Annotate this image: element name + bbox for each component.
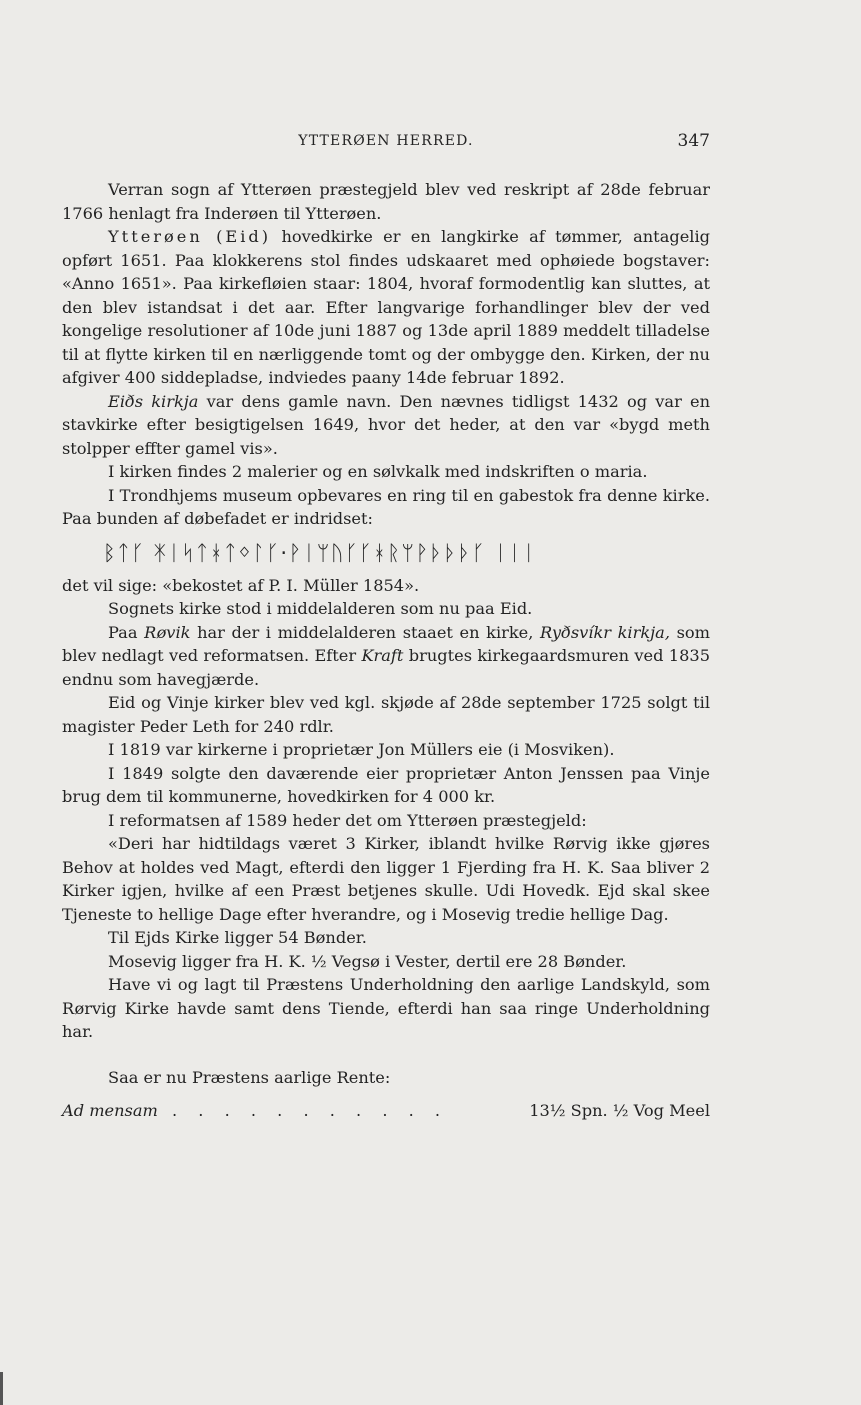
- page-number: 347: [677, 131, 710, 151]
- page-header: [62, 133, 710, 155]
- paragraph-eids-kirkja: Eiðs kirkja var dens gamle navn. Den nævnes tidligst 1432 og var en stavkirke efter besigtigelsen 1649, hvor det heder, at den var «bygd meth stolpper effter gamel vis».: [62, 391, 710, 458]
- paragraph-rente: Saa er nu Præstens aarlige Rente:: [108, 1067, 391, 1087]
- old-name: Ryðsvíkr kirkja,: [540, 622, 670, 642]
- paragraph-underholdning: Have vi og lagt til Præstens Underholdning den aarlige Landskyld, som Rørvig Kirke havde samt dens Tiende, efterdi han saa ringe Underholdning har.: [62, 975, 710, 1041]
- page-body: [62, 178, 710, 1123]
- running-title: YTTERØEN HERRED.: [298, 133, 474, 149]
- paragraph-malerier: I kirken findes 2 malerier og en sølvkalk med indskriften o maria.: [108, 462, 648, 481]
- place-name: Røvik: [144, 622, 191, 642]
- paragraph-hovedkirke: Ytterøen (Eid) hovedkirke er en langkirke af tømmer, antagelig opført 1651. Paa klokkerens stol findes udskaaret med ophøiede bogstaver: «Anno 1651». Paa kirkefløien staar: 1804, hvoraf formodentlig kan sluttes, at den blev istandsat i det aar. Efter langvarige forhandlinger blev der ved kongelige resolutioner af 10de juni 1887 og 13de april 1889 meddelt tilladelse til at flytte kirken til en nærliggende tomt og der ombygge den. Kirken, der nu afgiver 400 siddepladse, indviedes paany 14de februar 1892.: [62, 227, 711, 387]
- paragraph-quote: «Deri har hidtildags været 3 Kirker, iblandt hvilke Rørvig ikke gjøres Behov at holdes ved Magt, efterdi den ligger 1 Fjerding fra H. K. Saa bliver 2 Kirker igjen, hvilke af een Præst betjenes skulle. Udi Hovedk. Ejd skal skee Tjeneste to hellige Dage efter hverandre, og i Mosevig tredie hellige Dag.: [62, 834, 710, 924]
- church-name: Ytterøen (Eid): [108, 227, 272, 246]
- rent-dots: . . . . . . . . . . .: [172, 1101, 449, 1120]
- paragraph-mosevig: Mosevig ligger fra H. K. ½ Vegsø i Vester, dertil ere 28 Bønder.: [108, 951, 627, 971]
- rent-label: Ad mensam: [62, 1101, 158, 1120]
- runic-inscription: ᛒᛏᚴ ᛡᛁᛋᛏᚼᛏᛜᛚᚴ·ᚹᛁᛘᚢᚴᚴᚼᚱᛘᚹᚦᚦᚦᚴ ᛁᛁᛁ: [103, 540, 537, 565]
- paragraph-verran: Verran sogn af Ytterøen præstegjeld blev ved reskript af 28de februar 1766 henlagt fra Inderøen til Ytterøen.: [62, 180, 710, 223]
- rent-value: 13½ Spn. ½ Vog Meel: [529, 1101, 710, 1120]
- old-name: Eiðs kirkja: [108, 391, 199, 411]
- paragraph-1849: I 1849 solgte den daværende eier proprietær Anton Jenssen paa Vinje brug dem til kommunerne, hovedkirken for 4 000 kr.: [62, 763, 710, 806]
- paragraph-reformatsen: I reformatsen af 1589 heder det om Ytterøen præstegjeld:: [108, 810, 587, 830]
- rent-line: [62, 1099, 710, 1123]
- paragraph-1819: I 1819 var kirkerne i proprietær Jon Müllers eie (i Mosviken).: [108, 740, 615, 759]
- paragraph-museum: I Trondhjems museum opbevares en ring til en gabestok fra denne kirke. Paa bunden af døbefadet er indridset:: [62, 485, 710, 528]
- author-name: Kraft: [361, 646, 404, 665]
- edge-shadow: [0, 1372, 3, 1405]
- paragraph-sognets-kirke: Sognets kirke stod i middelalderen som nu paa Eid.: [108, 599, 533, 618]
- paragraph-eid-vinje: Eid og Vinje kirker blev ved kgl. skjøde af 28de september 1725 solgt til magister Peder Leth for 240 rdlr.: [62, 693, 710, 736]
- paragraph-ejds-kirke: Til Ejds Kirke ligger 54 Bønder.: [108, 928, 367, 947]
- paragraph-translation: det vil sige: «bekostet af P. I. Müller 1854».: [62, 575, 420, 595]
- paragraph-rovik: Paa Røvik har der i middelalderen staaet en kirke, Ryðsvíkr kirkja, som blev nedlagt ved reformatsen. Efter Kraft brugtes kirkegaardsmuren ved 1835 endnu som havegjærde.: [62, 622, 710, 689]
